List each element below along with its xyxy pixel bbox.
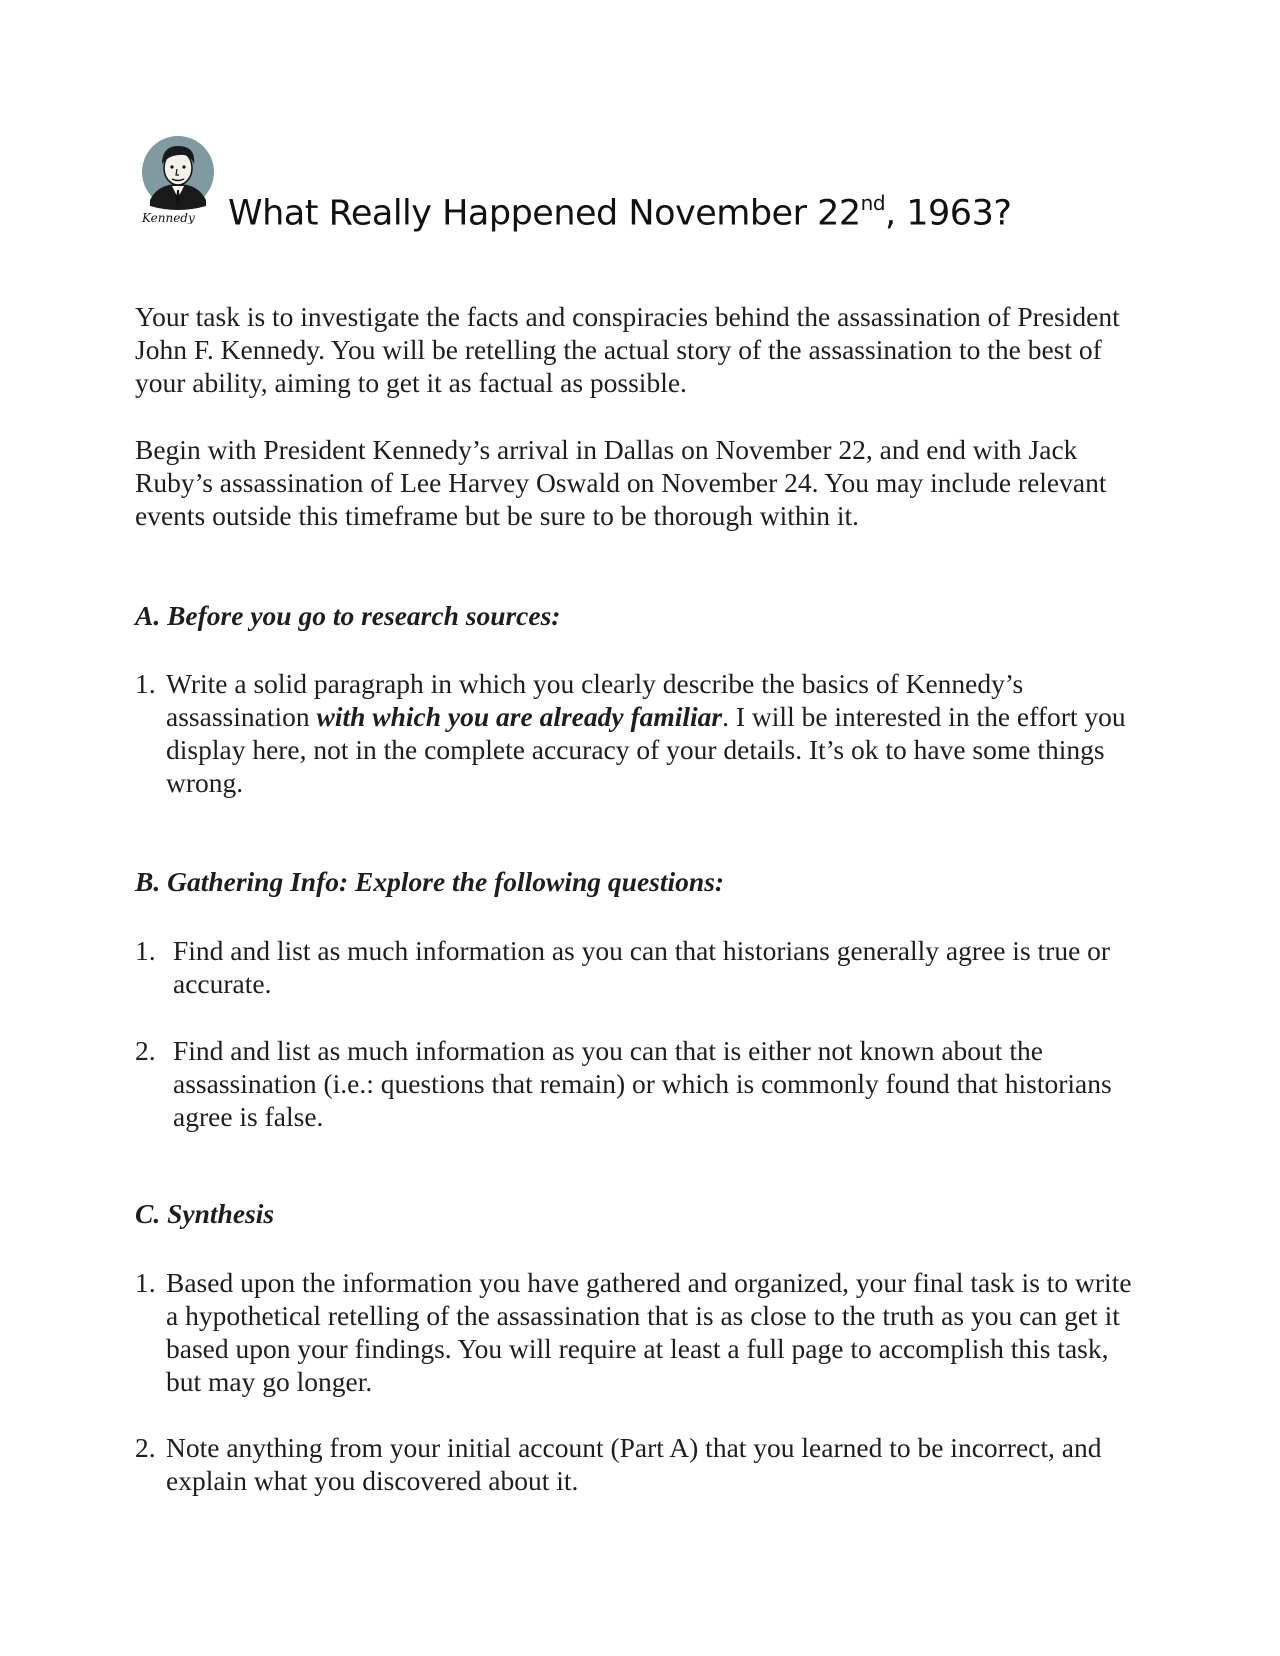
item-text-end: . I will be interested in the effort you display here, not in the complete accuracy of your details. It’s ok to have some things wrong. <box>166 701 1126 798</box>
title-main: What Really Happened November 22 <box>228 193 861 234</box>
item-number: 2. <box>135 1035 156 1066</box>
item-number: 1. <box>135 935 156 966</box>
section-c-heading: C. Synthesis <box>135 1198 275 1229</box>
title-superscript: nd <box>860 191 886 215</box>
logo-caption: Kennedy <box>142 211 195 224</box>
item-text: Note anything from your initial account (Part A) that you learned to be incorrect, and explain what you discovered about it. <box>166 1432 1102 1496</box>
item-number: 1. <box>135 668 156 699</box>
intro-paragraph-2: Begin with President Kennedy’s arrival in Dallas on November 22, and end with Jack Ruby’s assassination of Lee Harvey Oswald on November 24. You may include relevant events outside this timeframe but be sure to be thorough within it. <box>135 434 1107 531</box>
section-b-item-1 <box>135 934 1135 1000</box>
page-title <box>228 193 1011 234</box>
section-b-item-2 <box>135 1034 1135 1133</box>
intro-paragraph-1: Your task is to investigate the facts and conspiracies behind the assassination of President John F. Kennedy. You will be retelling the actual story of the assassination to the best of your ability, aiming to get it as factual as possible. <box>135 301 1120 398</box>
item-text: Find and list as much information as you can that historians generally agree is true or accurate. <box>173 935 1111 999</box>
section-b-heading: B. Gathering Info: Explore the following questions: <box>135 866 725 897</box>
item-text: Find and list as much information as you can that is either not known about the assassination (i.e.: questions that remain) or which is commonly found that historians agree is false. <box>173 1035 1112 1132</box>
item-text-emphasis: with which you are already familiar <box>316 701 723 732</box>
item-number: 1. <box>135 1267 156 1298</box>
section-a-item-1 <box>135 667 1135 799</box>
section-c-item-2 <box>135 1431 1135 1497</box>
section-a-heading: A. Before you go to research sources: <box>135 600 561 631</box>
item-text: Based upon the information you have gathered and organized, your final task is to write a hypothetical retelling of the assassination that is as close to the truth as you can get it based upon your findings. You will require at least a full page to accomplish this task, but may go longer. <box>166 1267 1132 1397</box>
item-text <box>166 667 1135 799</box>
title-suffix: , 1963? <box>885 193 1012 234</box>
kennedy-portrait-icon <box>140 134 216 224</box>
item-number: 2. <box>135 1432 156 1463</box>
item-text-start: Write a solid paragraph in which you clearly describe the basics of Kennedy’s assassination <box>166 668 1024 732</box>
section-c-item-1 <box>135 1266 1135 1398</box>
